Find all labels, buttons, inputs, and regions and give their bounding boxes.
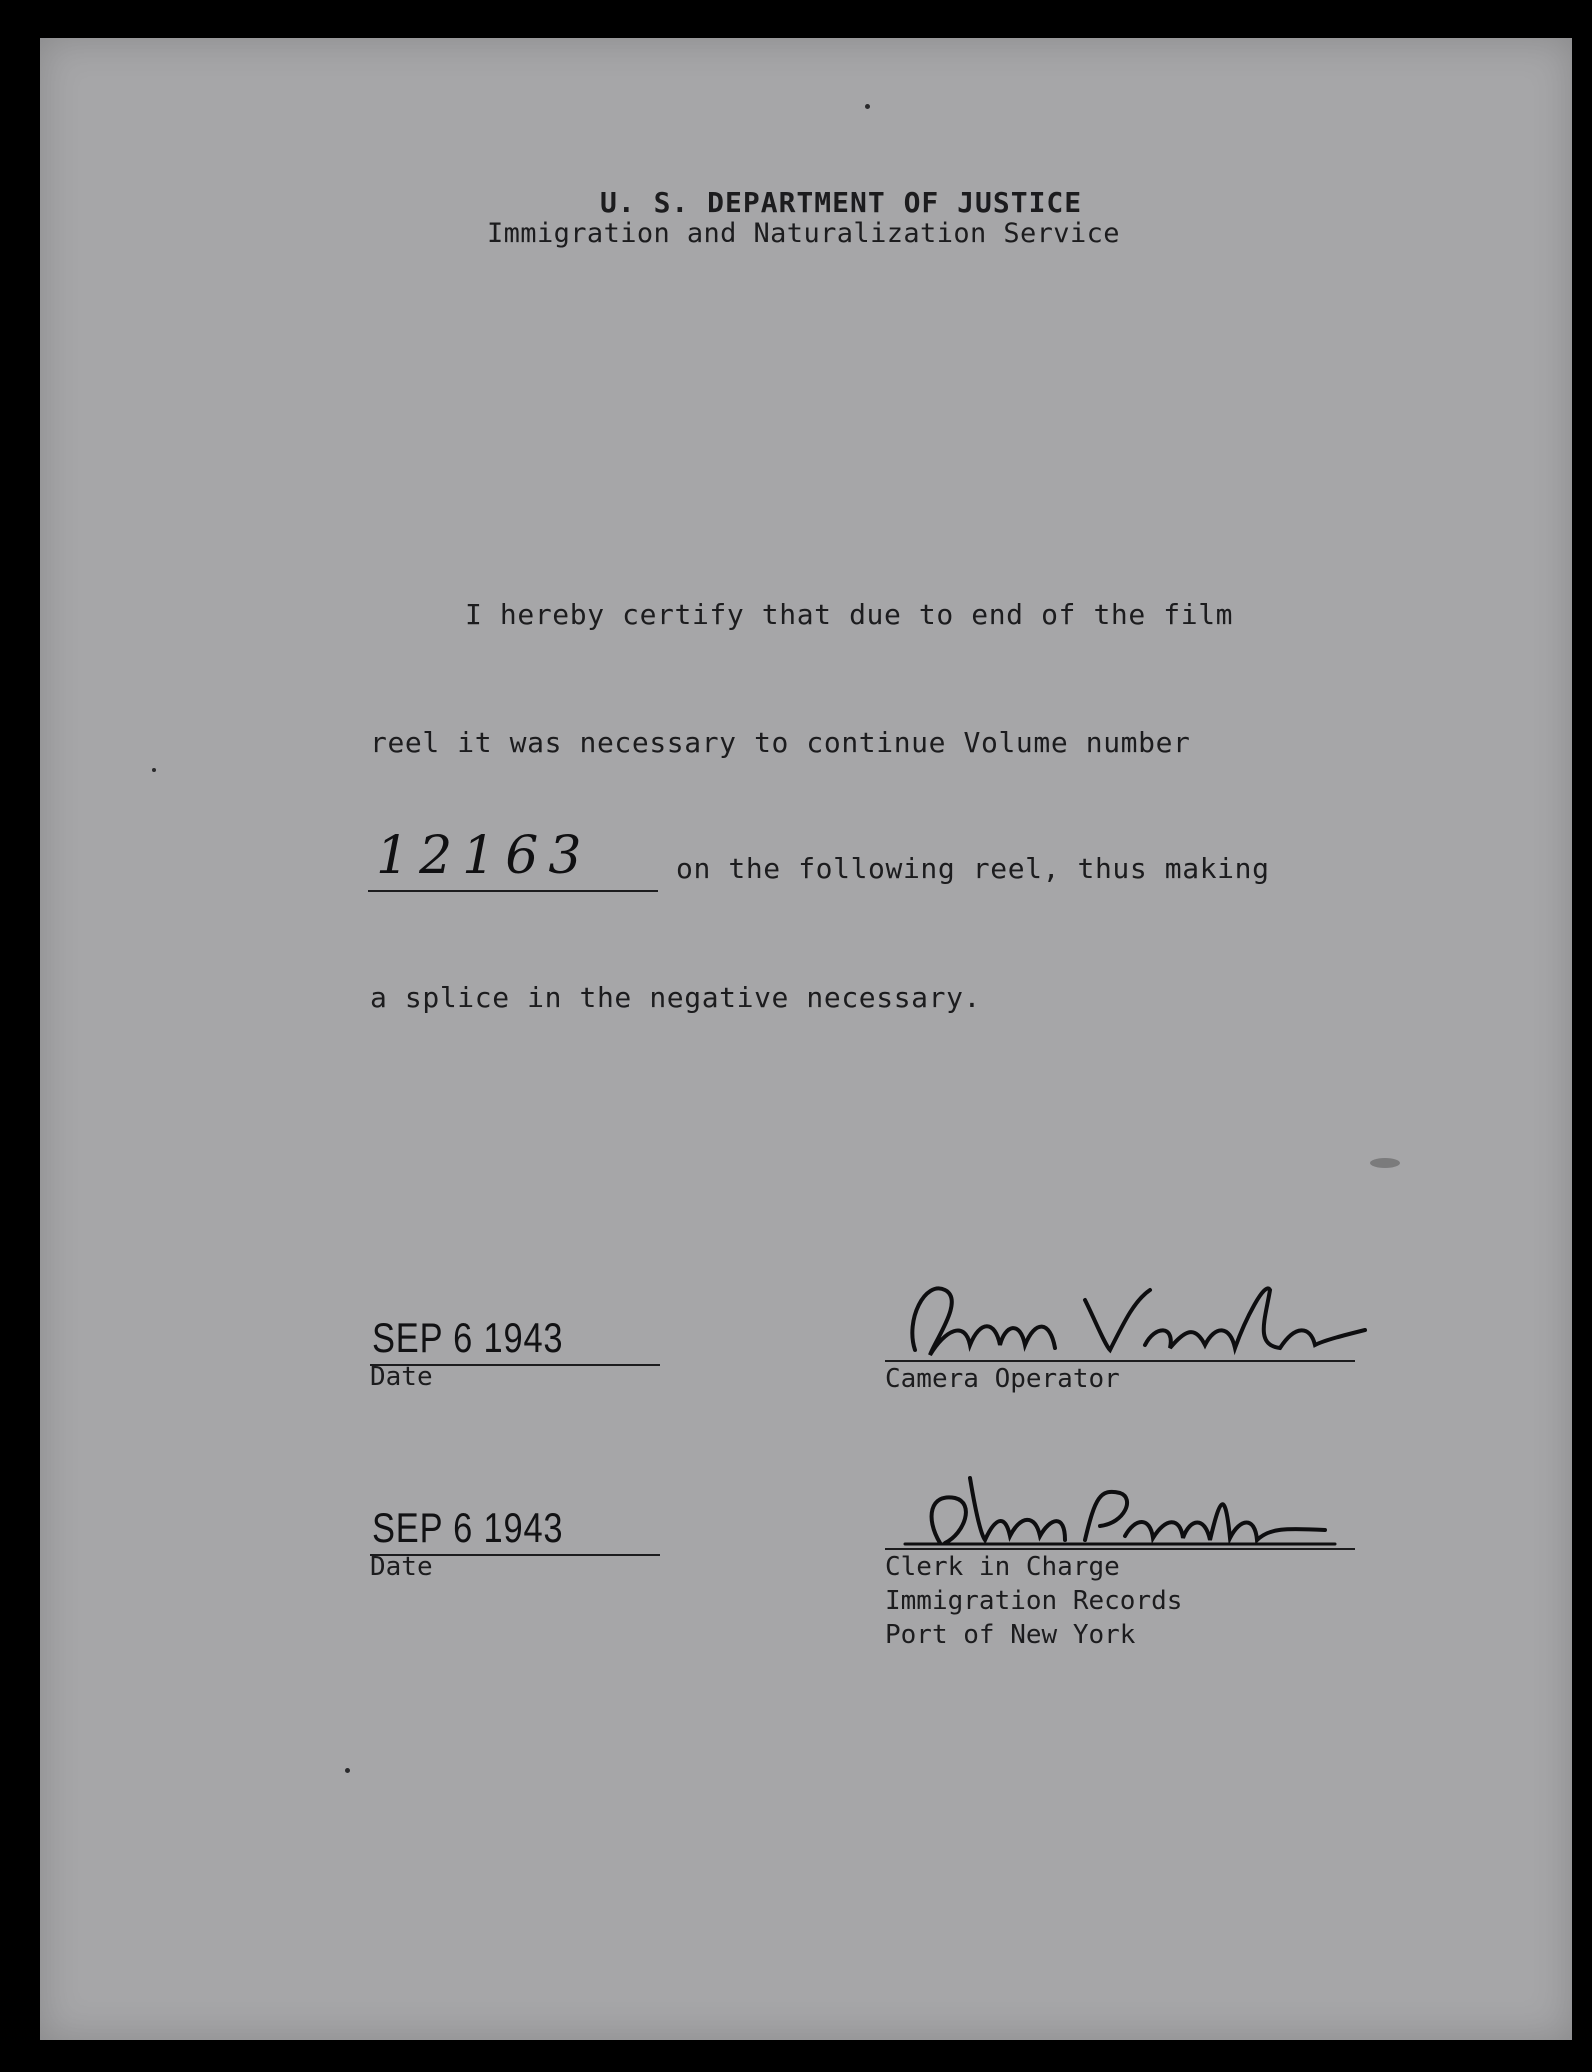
dust-speck: [865, 104, 870, 109]
department-heading: U. S. DEPARTMENT OF JUSTICE: [600, 186, 1083, 219]
camera-operator-signature: [885, 1260, 1385, 1370]
certification-line-1: I hereby certify that due to end of the film: [465, 598, 1234, 631]
camera-operator-title: Camera Operator: [885, 1364, 1120, 1394]
service-subheading: Immigration and Naturalization Service: [487, 218, 1120, 249]
clerk-title-line-3: Port of New York: [885, 1620, 1136, 1650]
camera-operator-date-stamp: SEP 6 1943: [372, 1314, 564, 1361]
certification-line-3: on the following reel, thus making: [676, 852, 1270, 885]
document-sheet: [40, 38, 1572, 2040]
volume-number-field: [368, 826, 658, 892]
camera-operator-date-label: Date: [370, 1362, 433, 1392]
dust-speck: [152, 768, 156, 772]
clerk-date-field: [370, 1504, 660, 1582]
volume-number-handwritten: 12163: [376, 826, 592, 886]
dust-speck: [345, 1768, 350, 1773]
smudge-mark: [1370, 1158, 1400, 1168]
clerk-title-line-2: Immigration Records: [885, 1586, 1183, 1616]
certification-line-2: reel it was necessary to continue Volume number: [370, 726, 1191, 759]
camera-operator-signature-field: [885, 1300, 1355, 1394]
certification-line-4: a splice in the negative necessary.: [370, 981, 982, 1014]
camera-operator-date-field: [370, 1314, 660, 1392]
clerk-title-line-1: Clerk in Charge: [885, 1552, 1120, 1582]
clerk-signature: [885, 1448, 1385, 1558]
clerk-signature-field: [885, 1488, 1355, 1650]
clerk-date-stamp: SEP 6 1943: [372, 1504, 564, 1551]
clerk-date-label: Date: [370, 1552, 433, 1582]
